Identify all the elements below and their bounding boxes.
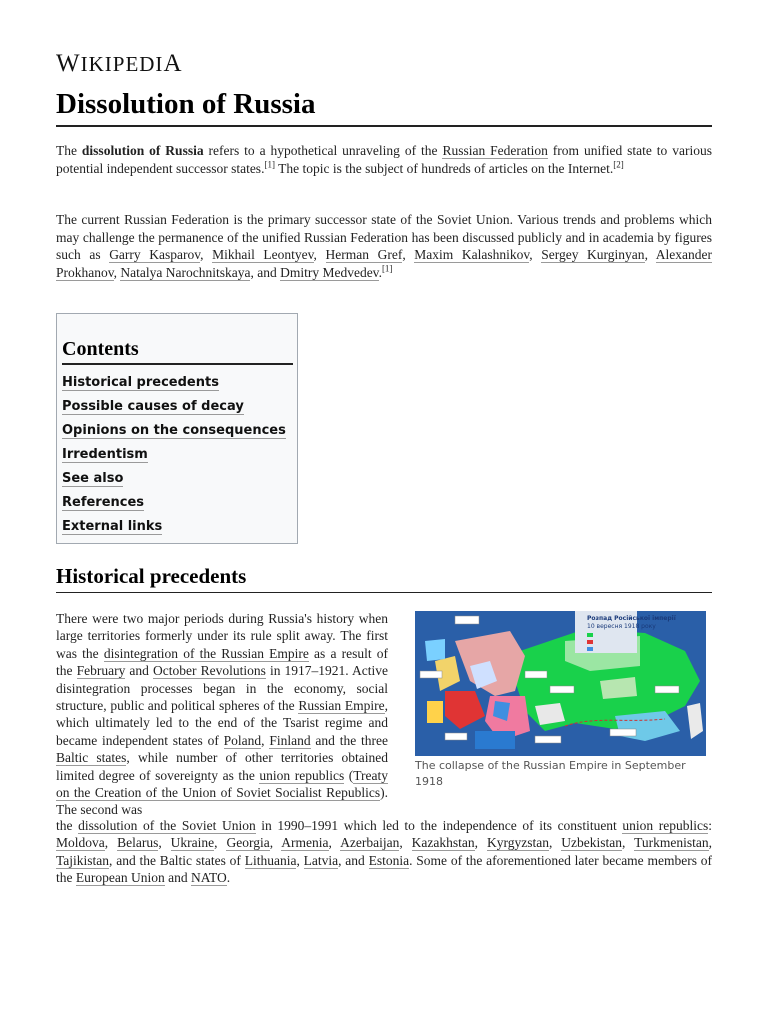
link-union-republics[interactable]: union republics <box>259 767 345 783</box>
wordmark-final: A <box>163 50 183 77</box>
citation-1[interactable]: [1] <box>264 159 275 169</box>
link-republic[interactable]: Moldova <box>56 835 105 851</box>
link-person[interactable]: Sergey Kurginyan <box>541 247 645 262</box>
citation-1[interactable]: [1] <box>381 263 393 273</box>
title-divider <box>56 125 712 127</box>
link-poland[interactable]: Poland <box>223 732 262 748</box>
wikipedia-wordmark[interactable] <box>56 50 183 78</box>
link-russian-empire[interactable]: Russian Empire <box>298 698 385 714</box>
link-russian-federation[interactable]: Russian Federation <box>442 143 548 158</box>
section-paragraph-full: the dissolution of the Soviet Union in 1990–1991 which led to the independence of its constituent union republics: Moldova, Belarus, Ukraine, Georgia, Armenia, Azerbaijan, Kazakhstan, Kyrgyzstan, Uzbekistan, Turkmenistan, Tajikistan, and the Baltic states of Lithuania, Latvia, and Estonia. Some of the aforementioned later became members of the European Union and NATO. <box>56 818 713 886</box>
link-baltic-state[interactable]: Estonia <box>368 852 410 868</box>
link-republic[interactable]: Tajikistan <box>56 852 110 868</box>
bold-term: dissolution of Russia <box>81 143 204 158</box>
link-republic[interactable]: Azerbaijan <box>340 835 400 851</box>
link-disintegration-empire[interactable]: disintegration of the Russian Empire <box>103 645 309 661</box>
link-february[interactable]: February <box>76 663 126 679</box>
link-baltic-states[interactable]: Baltic states <box>56 750 127 766</box>
map-image[interactable] <box>415 611 706 756</box>
toc-item-references[interactable]: References <box>62 495 145 510</box>
page-title: Dissolution of Russia <box>56 88 316 120</box>
toc-title: Contents <box>62 338 293 365</box>
link-union-republics[interactable]: union republics <box>622 818 709 833</box>
toc-item-irredentism[interactable]: Irredentism <box>62 447 148 462</box>
link-person[interactable]: Mikhail Leontyev <box>212 247 314 262</box>
link-dissolution-soviet-union[interactable]: dissolution of the Soviet Union <box>78 818 256 833</box>
toc-list <box>62 374 286 542</box>
link-person[interactable]: Garry Kasparov <box>109 247 201 262</box>
link-person[interactable]: Dmitry Medvedev <box>280 264 379 280</box>
link-october-revolutions[interactable]: October Revolutions <box>153 663 266 679</box>
link-nato[interactable]: NATO <box>190 870 227 886</box>
toc-item-opinions[interactable]: Opinions on the consequences <box>62 423 286 438</box>
link-european-union[interactable]: European Union <box>75 870 165 886</box>
table-of-contents <box>56 313 298 544</box>
map-caption: The collapse of the Russian Empire in September 1918 <box>415 759 686 788</box>
intro-paragraph-2: The current Russian Federation is the primary successor state of the Soviet Union. Various trends and problems which may challenge the permanence of the unified Russian Federation has been discussed publicly and in academia by figures such as Garry Kasparov, Mikhail Leontyev, Herman Gref, Maxim Kalashnikov, Sergey Kurginyan, Alexander Prokhanov, Natalya Narochnitskaya, and Dmitry Medvedev.[1] <box>56 212 713 280</box>
link-person[interactable]: Herman Gref <box>325 247 403 262</box>
link-republic[interactable]: Kyrgyzstan <box>486 835 549 851</box>
link-republic[interactable]: Ukraine <box>170 835 215 851</box>
wordmark-initial: W <box>56 50 81 77</box>
map-title: Розпад Російської імперії <box>587 615 676 622</box>
link-republic[interactable]: Uzbekistan <box>561 835 623 851</box>
toc-item-external-links[interactable]: External links <box>62 519 163 534</box>
wordmark-middle: IKIPEDI <box>80 52 164 76</box>
link-baltic-state[interactable]: Latvia <box>303 852 339 868</box>
map-figure <box>415 611 706 790</box>
link-person[interactable]: Alexander Prokhanov <box>56 247 713 280</box>
toc-item-possible-causes[interactable]: Possible causes of decay <box>62 399 244 414</box>
map-subtitle: 10 вересня 1918 року <box>587 623 656 630</box>
section-paragraph-column: There were two major periods during Russia's history when large territories formerly under its rule split away. The first was the disintegration of the Russian Empire as a result of the February and October Revolutions in 1917–1921. Active disintegration processes began in the economy, social structure, public and political spheres of the Russian Empire, which ultimately led to the end of the Tsarist regime and became independent states of Poland, Finland and the three Baltic states, while number of other territories obtained limited degree of sovereignty as the union republics (Treaty on the Creation of the Union of Soviet Socialist Republics). The second was <box>56 611 389 818</box>
intro-paragraph-1: The dissolution of Russia refers to a hypothetical unraveling of the Russian Federation from unified state to various potential independent successor states.[1] The topic is the subject of hundreds of articles on the Internet.[2] <box>56 143 712 176</box>
link-baltic-state[interactable]: Lithuania <box>244 852 297 868</box>
link-treaty-ussr[interactable]: Treaty on the Creation of the Union of Soviet Socialist Republics <box>56 767 389 801</box>
section-divider <box>56 592 712 593</box>
link-republic[interactable]: Turkmenistan <box>634 835 709 851</box>
link-republic[interactable]: Georgia <box>226 835 270 851</box>
link-republic[interactable]: Kazakhstan <box>411 835 475 851</box>
toc-item-historical-precedents[interactable]: Historical precedents <box>62 375 219 390</box>
link-person[interactable]: Maxim Kalashnikov <box>414 247 530 262</box>
citation-2[interactable]: [2] <box>613 159 624 169</box>
link-finland[interactable]: Finland <box>269 732 311 748</box>
link-republic[interactable]: Belarus <box>117 835 159 851</box>
section-heading: Historical precedents <box>56 564 247 588</box>
empire-collapse-map-illustration <box>415 611 706 756</box>
link-republic[interactable]: Armenia <box>281 835 329 851</box>
toc-item-see-also[interactable]: See also <box>62 471 124 486</box>
link-person[interactable]: Natalya Narochnitskaya <box>120 264 251 280</box>
